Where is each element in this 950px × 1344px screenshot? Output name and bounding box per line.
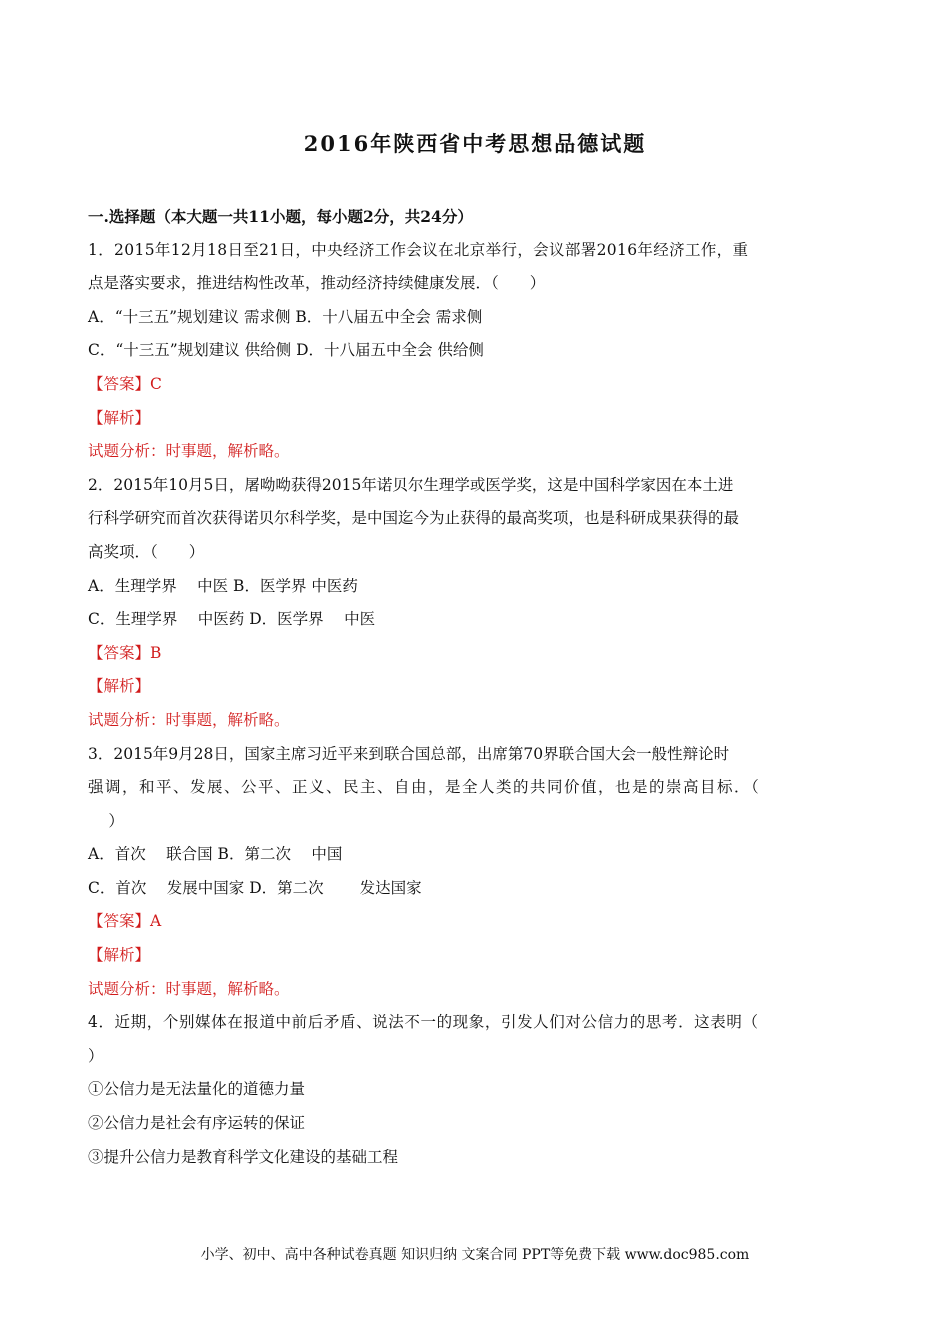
question-stem-line: 强调，和平、发展、公平、正义、民主、自由，是全人类的共同价值，也是的崇高目标．（ [88, 778, 761, 797]
option-line: A．首次 联合国 B．第二次 中国 [88, 845, 343, 864]
question-4 [88, 1006, 878, 1174]
page-footer: 小学、初中、高中各种试卷真题 知识归纳 文案合同 PPT等免费下载 www.doc985.com [200, 1247, 750, 1263]
section-heading: 一.选择题（本大题一共11小题，每小题2分，共24分） [88, 207, 473, 226]
exam-content [88, 200, 878, 1174]
question-stem-line: ） [88, 1046, 104, 1065]
analysis-label: 【解析】 [88, 408, 151, 427]
option-line: A．生理学界 中医 B．医学界 中医药 [88, 576, 358, 595]
answer-label: 【答案】A [88, 912, 162, 931]
analysis-text: 试题分析：时事题，解析略。 [88, 442, 290, 461]
page-title: 2016年陕西省中考思想品德试题 [303, 131, 647, 156]
question-3 [88, 738, 878, 1007]
question-stem-line: 2．2015年10月5日，屠呦呦获得2015年诺贝尔生理学或医学奖，这是中国科学家因在本土进 [88, 475, 734, 494]
question-1 [88, 234, 878, 469]
option-line: A．“十三五”规划建议 需求侧 B．十八届五中全会 需求侧 [88, 307, 483, 326]
analysis-label: 【解析】 [88, 677, 151, 696]
option-line: C．首次 发展中国家 D．第二次 发达国家 [88, 878, 422, 897]
option-line: ②公信力是社会有序运转的保证 [88, 1114, 306, 1133]
answer-label: 【答案】C [88, 374, 162, 393]
question-2 [88, 469, 878, 738]
analysis-text: 试题分析：时事题，解析略。 [88, 710, 290, 729]
question-stem-line: 高奖项．（ ） [88, 542, 205, 561]
question-stem-line: 行科学研究而首次获得诺贝尔科学奖，是中国迄今为止获得的最高奖项，也是科研成果获得的最 [88, 509, 740, 528]
option-line: C．“十三五”规划建议 供给侧 D．十八届五中全会 供给侧 [88, 341, 484, 360]
question-stem-line: 1．2015年12月18日至21日，中央经济工作会议在北京举行，会议部署2016年经济工作，重 [88, 240, 749, 259]
question-stem-line: 点是落实要求，推进结构性改革，推动经济持续健康发展．（ ） [88, 274, 546, 293]
question-stem-line: 3．2015年9月28日，国家主席习近平来到联合国总部，出席第70界联合国大会一般性辩论时 [88, 744, 730, 763]
option-line: ①公信力是无法量化的道德力量 [88, 1080, 306, 1099]
question-stem-line: ） [88, 811, 124, 830]
answer-label: 【答案】B [88, 643, 162, 662]
option-line: ③提升公信力是教育科学文化建设的基础工程 [88, 1147, 399, 1166]
question-stem-line: 4．近期，个别媒体在报道中前后矛盾、说法不一的现象，引发人们对公信力的思考．这表明（ [88, 1013, 759, 1032]
option-line: C．生理学界 中医药 D．医学界 中医 [88, 610, 376, 629]
analysis-text: 试题分析：时事题，解析略。 [88, 979, 290, 998]
analysis-label: 【解析】 [88, 946, 151, 965]
